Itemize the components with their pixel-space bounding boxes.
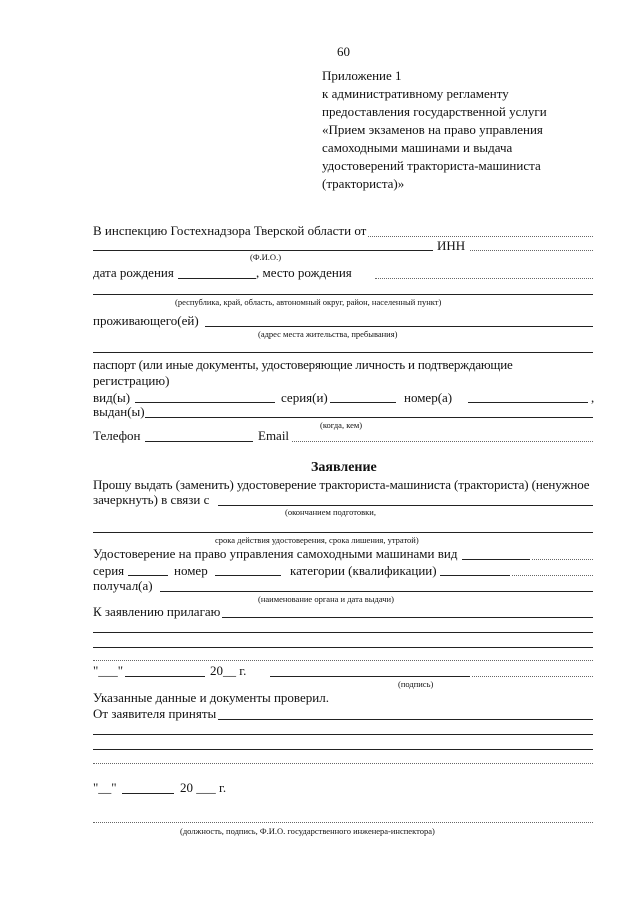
applicant-name-field[interactable] (368, 236, 593, 237)
accepted-field-3[interactable] (93, 749, 593, 750)
appendix-line: удостоверений тракториста-машиниста (322, 158, 541, 173)
issued-caption: (когда, кем) (320, 420, 363, 430)
accepted-label: От заявителя приняты (93, 706, 217, 721)
training-caption: (окончанием подготовки, (285, 507, 376, 517)
signature-field-2[interactable] (472, 676, 593, 677)
date1-year: 20__ г. (210, 663, 247, 678)
accepted-field[interactable] (218, 719, 593, 720)
categories-label: категории (квалификации) (290, 563, 437, 578)
signature-field[interactable] (270, 676, 470, 677)
region-caption: (республика, край, область, автономный округ, район, населенный пункт) (175, 297, 442, 307)
license-label: Удостоверение на право управления самоходными машинами вид (93, 546, 458, 561)
attach-label: К заявлению прилагаю (93, 604, 221, 619)
birth-place-field-2[interactable] (93, 294, 593, 295)
issued-label: выдан(ы) (93, 404, 145, 419)
license-series-label: серия (93, 563, 125, 578)
license-number-label: номер (174, 563, 208, 578)
appendix-line: (тракториста)» (322, 176, 405, 191)
statement-title: Заявление (311, 460, 377, 475)
phone-field[interactable] (145, 441, 253, 442)
residence-label: проживающего(ей) (93, 313, 199, 328)
appendix-line: самоходными машинами и выдача (322, 140, 513, 155)
license-series-field[interactable] (128, 575, 168, 576)
phone-label: Телефон (93, 428, 141, 443)
residence-field[interactable] (205, 326, 593, 327)
appendix-line: к административному регламенту (322, 86, 509, 101)
attachments-field[interactable] (222, 617, 593, 618)
attachments-field-4[interactable] (93, 660, 593, 661)
date2-day: "__" (93, 780, 117, 795)
license-type-field-2[interactable] (532, 559, 593, 560)
date2-year: 20 ___ г. (180, 780, 227, 795)
license-number-field[interactable] (215, 575, 281, 576)
birth-date-label: дата рождения (93, 265, 174, 280)
appendix-line: Приложение 1 (322, 68, 402, 83)
authority-caption: (наименование органа и дата выдачи) (258, 594, 394, 604)
date1-month-field[interactable] (125, 676, 205, 677)
residence-caption: (адрес места жительства, пребывания) (258, 329, 398, 339)
page-number: 60 (337, 44, 350, 59)
fio-caption: (Ф.И.О.) (250, 252, 282, 262)
residence-field-2[interactable] (93, 352, 593, 353)
applicant-name-field-2[interactable] (93, 250, 433, 251)
received-field[interactable] (160, 591, 593, 592)
expiry-caption: срока действия удостоверения, срока лишения, утратой) (215, 535, 419, 545)
inn-field[interactable] (470, 250, 593, 251)
statement-text: Прошу выдать (заменить) удостоверение тракториста-машиниста (тракториста) (ненужное (93, 477, 590, 492)
license-type-field[interactable] (462, 559, 530, 560)
statement-text-2: зачеркнуть) в связи с (93, 492, 210, 507)
attachments-field-3[interactable] (93, 647, 593, 648)
number-field[interactable] (468, 402, 588, 403)
issued-field[interactable] (145, 417, 593, 418)
accepted-field-2[interactable] (93, 734, 593, 735)
birth-place-label: , место рождения (256, 265, 352, 280)
passport-text-2: регистрацию) (93, 373, 170, 388)
comma: , (591, 390, 595, 405)
reason-field-2[interactable] (93, 532, 593, 533)
series-field[interactable] (330, 402, 396, 403)
checked-text: Указанные данные и документы проверил. (93, 690, 329, 705)
attachments-field-2[interactable] (93, 632, 593, 633)
number-label: номер(а) (404, 390, 453, 405)
signature-caption: (подпись) (398, 679, 434, 689)
date2-month-field[interactable] (122, 793, 174, 794)
birth-date-field[interactable] (178, 278, 256, 279)
inspector-field[interactable] (93, 822, 593, 823)
birth-place-field[interactable] (375, 278, 593, 279)
date1-day: "___" (93, 663, 124, 678)
categories-field[interactable] (440, 575, 510, 576)
appendix-line: предоставления государственной услуги (322, 104, 547, 119)
to-inspection-label: В инспекцию Гостехнадзора Тверской области от (93, 223, 367, 238)
appendix-line: «Прием экзаменов на право управления (322, 122, 543, 137)
inspector-caption: (должность, подпись, Ф.И.О. государственного инженера-инспектора) (180, 826, 435, 836)
reason-field[interactable] (218, 505, 593, 506)
email-label: Email (258, 428, 290, 443)
accepted-field-4[interactable] (93, 763, 593, 764)
email-field[interactable] (292, 441, 593, 442)
type-field[interactable] (135, 402, 275, 403)
inn-label: ИНН (437, 238, 466, 253)
series-label: серия(и) (281, 390, 328, 405)
passport-text: паспорт (или иные документы, удостоверяющие личность и подтверждающие (93, 357, 513, 372)
categories-field-2[interactable] (512, 575, 593, 576)
type-label: вид(ы) (93, 390, 131, 405)
received-label: получал(а) (93, 578, 153, 593)
